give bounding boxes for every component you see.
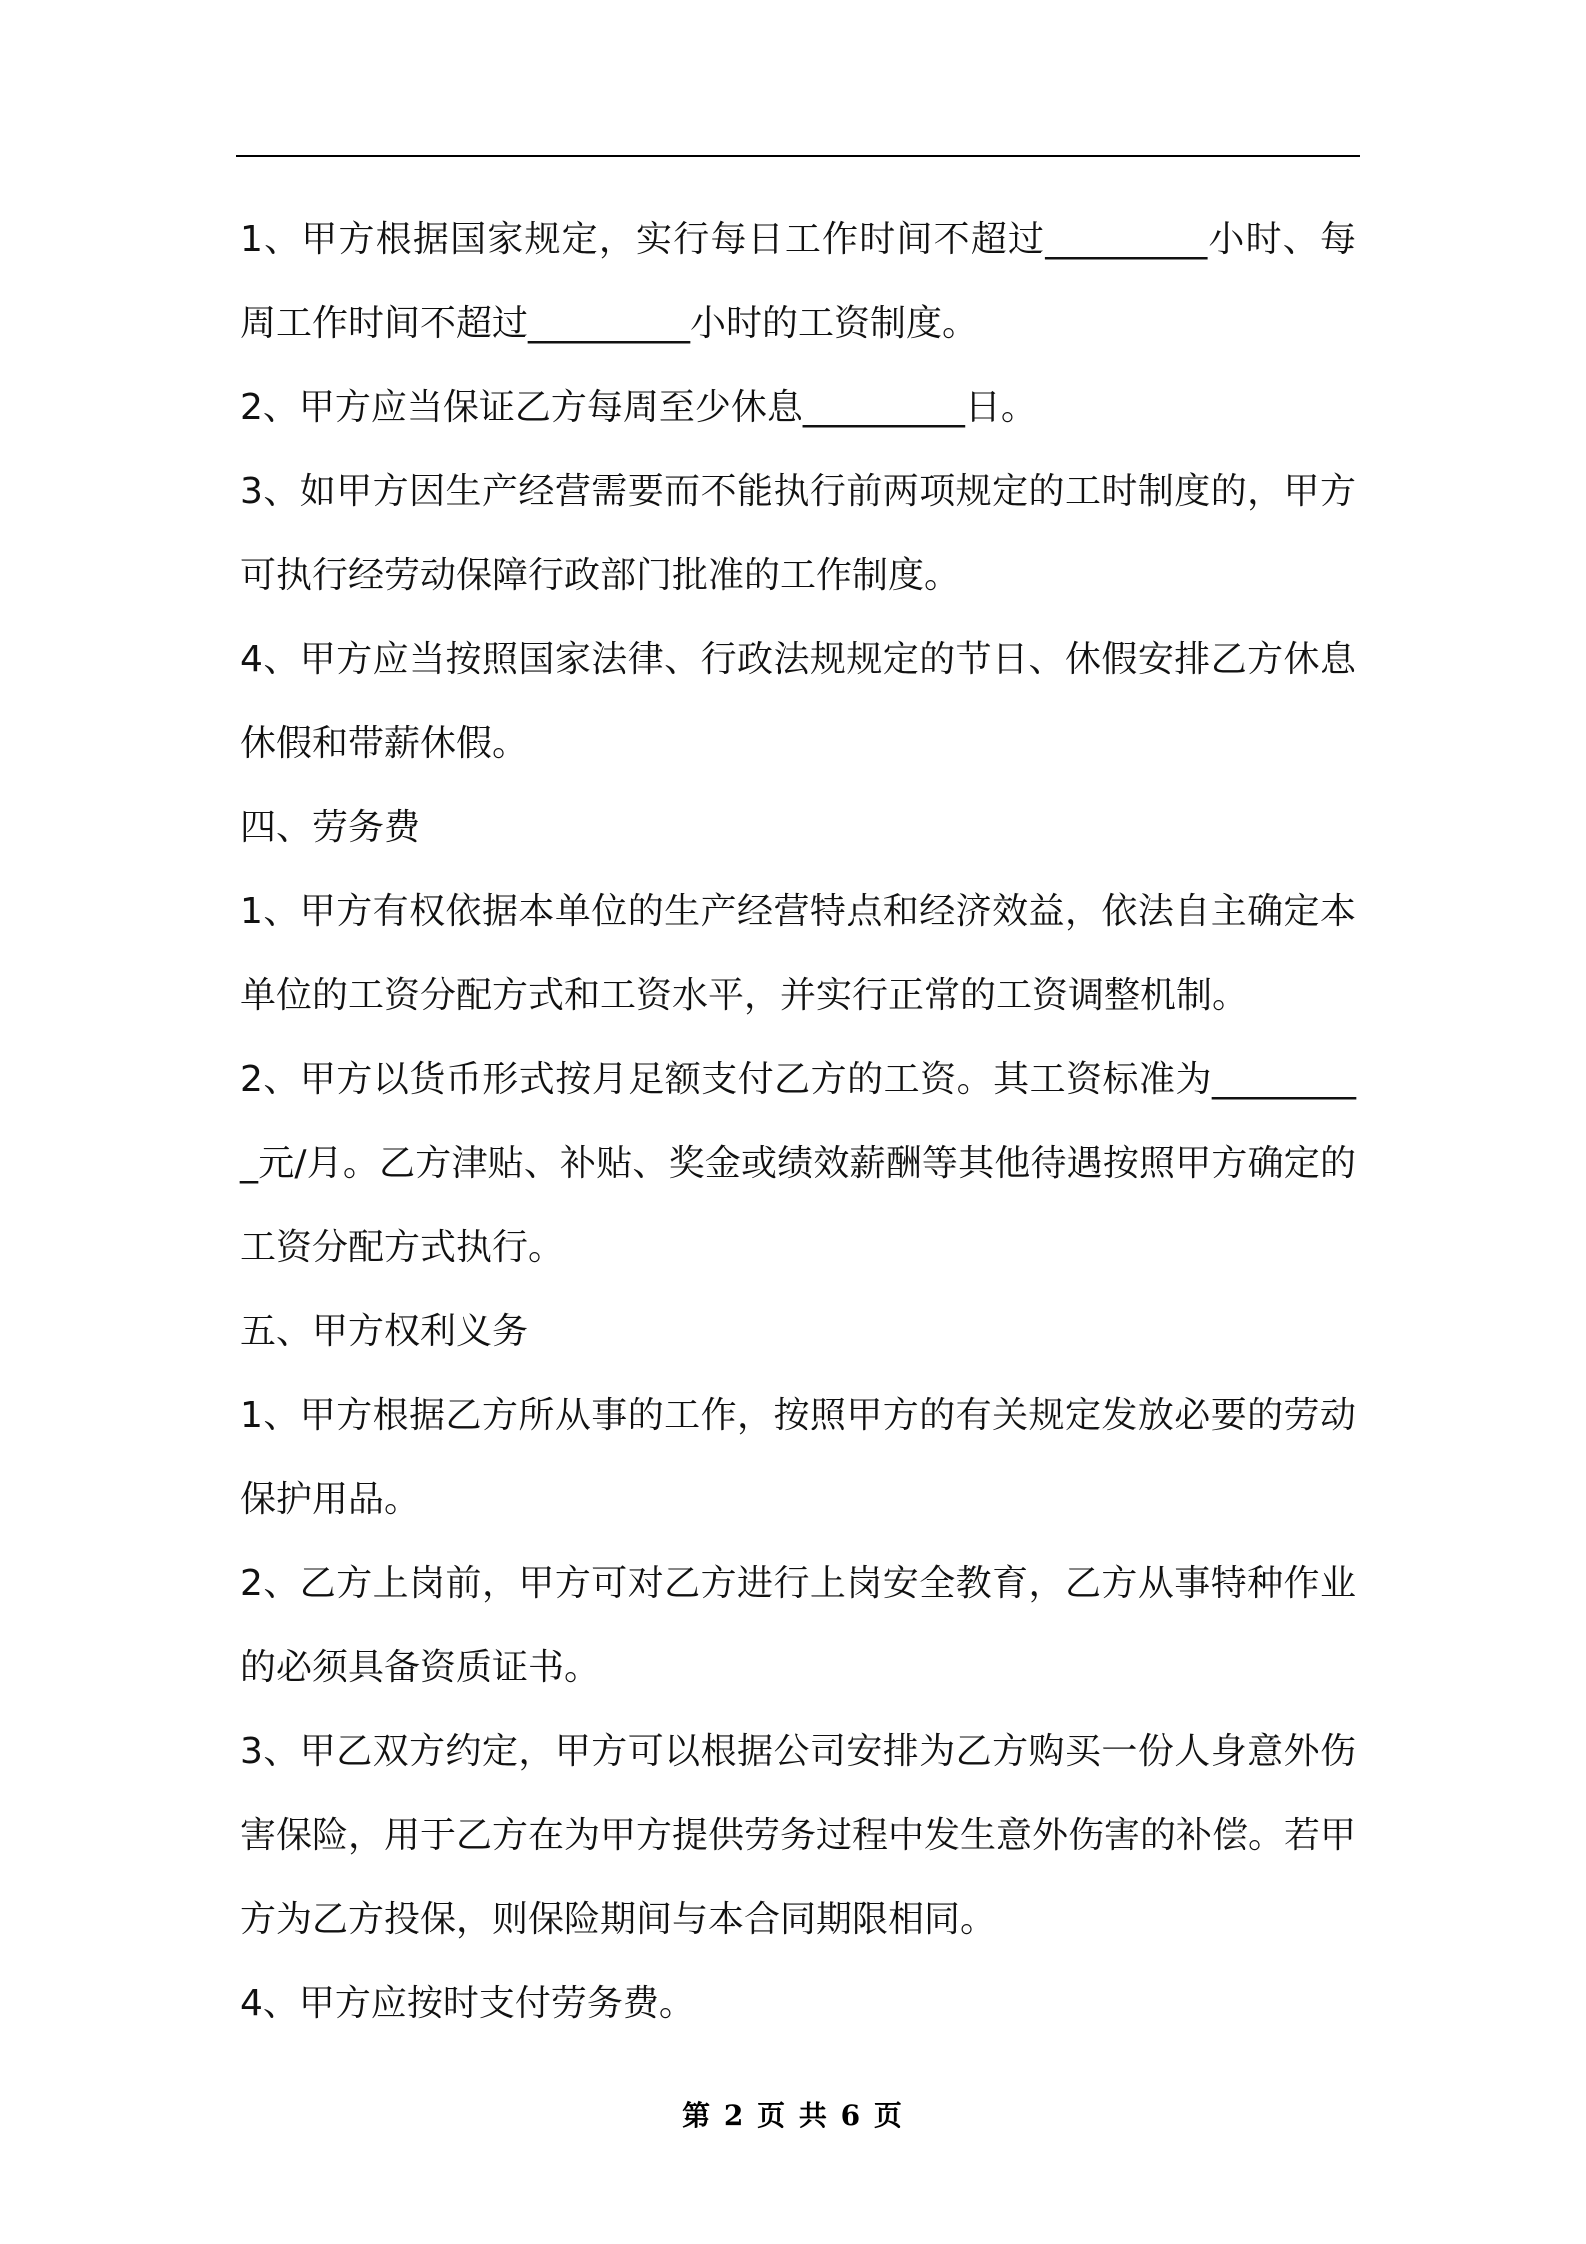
clause-safety-education: 2、乙方上岗前，甲方可对乙方进行上岗安全教育，乙方从事特种作业的必须具备资质证书。 bbox=[240, 1563, 1356, 1688]
document-body bbox=[240, 198, 1356, 2046]
clause-accident-insurance: 3、甲乙双方约定，甲方可以根据公司安排为乙方购买一份人身意外伤害保险，用于乙方在为甲方提供劳务过程中发生意外伤害的补偿。若甲方为乙方投保，则保险期间与本合同期限相同。 bbox=[240, 1731, 1357, 1940]
header-rule bbox=[236, 155, 1360, 157]
clause-wage-policy: 1、甲方有权依据本单位的生产经营特点和经济效益，依法自主确定本单位的工资分配方式和工资水平，并实行正常的工资调整机制。 bbox=[240, 891, 1356, 1016]
clause-weekly-rest: 2、甲方应当保证乙方每周至少休息_________日。 bbox=[240, 387, 1037, 428]
clause-alternative-hours: 3、如甲方因生产经营需要而不能执行前两项规定的工时制度的，甲方可执行经劳动保障行政部门批准的工作制度。 bbox=[240, 471, 1356, 596]
clause-holidays: 4、甲方应当按照国家法律、行政法规规定的节日、休假安排乙方休息休假和带薪休假。 bbox=[240, 639, 1356, 764]
clause-monthly-wage: 2、甲方以货币形式按月足额支付乙方的工资。其工资标准为_________元/月。乙方津贴、补贴、奖金或绩效薪酬等其他待遇按照甲方确定的工资分配方式执行。 bbox=[240, 1059, 1356, 1268]
clause-timely-payment: 4、甲方应按时支付劳务费。 bbox=[240, 1983, 695, 2024]
clause-work-hours: 1、甲方根据国家规定，实行每日工作时间不超过_________小时、每周工作时间不超过_________小时的工资制度。 bbox=[240, 219, 1356, 344]
section-heading-party-a-rights: 五、甲方权利义务 bbox=[240, 1311, 529, 1352]
clause-protective-equipment: 1、甲方根据乙方所从事的工作，按照甲方的有关规定发放必要的劳动保护用品。 bbox=[240, 1395, 1356, 1520]
page-number: 第 2 页 共 6 页 bbox=[682, 2099, 904, 2132]
section-heading-labor-fee: 四、劳务费 bbox=[240, 807, 421, 848]
